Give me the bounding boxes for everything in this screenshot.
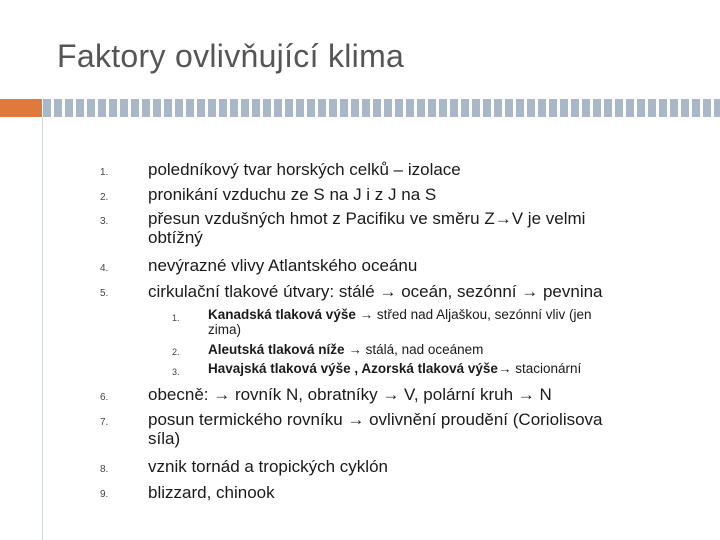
subitem-rest: → střed nad Aljaškou, sezónní vliv (jen — [355, 307, 592, 322]
item-number: 1. — [100, 167, 109, 178]
list-item: blizzard, chinook — [148, 483, 275, 502]
item-number: 3. — [100, 216, 109, 227]
subitem-number: 1. — [172, 313, 180, 323]
subitem-bold: Havajská tlaková výše , Azorská tlaková výše — [208, 361, 498, 376]
item-number: 8. — [100, 464, 109, 475]
sub-list-item — [208, 308, 591, 322]
list-item: nevýrazné vlivy Atlantského oceánu — [148, 256, 418, 275]
sub-list-item — [208, 343, 483, 357]
subitem-bold: Aleutská tlaková níže — [208, 342, 345, 357]
item-number: 4. — [100, 263, 109, 274]
subitem-number: 2. — [172, 347, 180, 357]
item-number: 2. — [100, 192, 109, 203]
list-item: přesun vzdušných hmot z Pacifiku ve směru Z→V je velmi — [148, 209, 586, 228]
list-item: obecně: → rovník N, obratníky → V, polární kruh → N — [148, 385, 552, 404]
subitem-rest: → stacionární — [497, 361, 582, 376]
item-number: 5. — [100, 288, 109, 299]
item-number: 7. — [100, 417, 109, 428]
list-item: vznik tornád a tropických cyklón — [148, 457, 388, 476]
list-item: poledníkový tvar horských celků – izolace — [148, 160, 461, 179]
item-number: 6. — [100, 392, 109, 403]
subitem-number: 3. — [172, 367, 180, 377]
item-number: 9. — [100, 489, 109, 500]
list-item-continuation: obtížný — [148, 228, 203, 247]
subitem-rest: → stálá, nad oceánem — [344, 342, 484, 357]
sub-list-item-continuation: zima) — [208, 322, 241, 337]
slide-title: Faktory ovlivňující klima — [57, 38, 405, 74]
list-item: pronikání vzduchu ze S na J i z J na S — [148, 185, 437, 204]
list-item-continuation: síla) — [148, 429, 181, 448]
list-item: cirkulační tlakové útvary: stálé → oceán, sezónní → pevnina — [148, 282, 603, 301]
list-item: posun termického rovníku → ovlivnění proudění (Coriolisova — [148, 410, 603, 429]
sub-list-item — [208, 362, 581, 376]
subitem-bold: Kanadská tlaková výše — [208, 307, 356, 322]
